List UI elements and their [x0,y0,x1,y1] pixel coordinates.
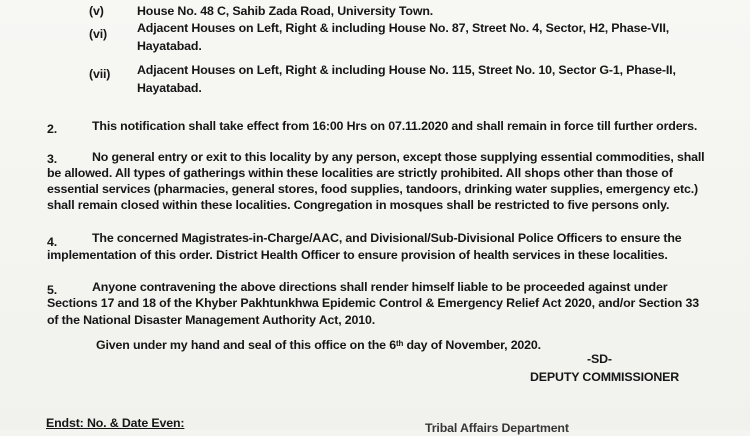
given-text-after: day of November, 2020. [403,338,541,352]
given-under-hand-line [96,338,541,353]
list-item-v: House No. 48 C, Sahib Zada Road, University Town. [137,4,434,18]
signature-title: DEPUTY COMMISSIONER [530,370,680,384]
given-day-suffix: th [395,339,404,348]
signature-sd: -SD- [587,352,612,366]
paragraph-5-line3: of the National Disaster Management Authority Act, 2010. [47,313,376,327]
list-item-vi-line1: Adjacent Houses on Left, Right & including House No. 87, Street No. 4, Sector, H2, Phase-VII, [137,21,670,35]
list-item-vii-line1: Adjacent Houses on Left, Right & including House No. 115, Street No. 10, Sector G-1, Phase-II, [137,63,676,77]
endorsement-partial-line: Tribal Affairs Department [425,421,569,435]
list-item-vii-line2: Hayatabad. [137,81,202,95]
paragraph-5-line2: Sections 17 and 18 of the Khyber Pakhtunkhwa Epidemic Control & Emergency Relief Act 2020, and/or Section 33 [47,296,699,310]
paragraph-2-number: 2. [47,122,58,136]
endorsement-label: Endst: No. & Date Even: [46,416,185,430]
given-text-before: Given under my hand and seal of this office on the 6 [96,338,396,352]
paragraph-3-line4: shall remain closed within these localities. Congregation in mosques shall be restricted to five persons only. [47,198,670,212]
paragraph-3-line1: No general entry or exit to this locality by any person, except those supplying essential commodities, shall [92,150,705,164]
list-number-vii: (vii) [89,67,111,81]
paragraph-3-line2: be allowed. All types of gatherings within these localities are strictly prohibited. All shops other than those of [47,166,673,180]
paragraph-4-line2: implementation of this order. District Health Officer to ensure provision of health services in these localities. [47,248,668,262]
paragraph-4-line1: The concerned Magistrates-in-Charge/AAC, and Divisional/Sub-Divisional Police Officers to ensure the [92,231,682,245]
paragraph-4-number: 4. [47,235,58,249]
paragraph-3-number: 3. [47,152,58,166]
paragraph-2-line1: This notification shall take effect from 16:00 Hrs on 07.11.2020 and shall remain in force till further orders. [92,119,698,133]
paragraph-3-line3: essential services (pharmacies, general stores, food supplies, tandoors, drinking water supplies, emergency etc.) [47,182,699,196]
list-number-vi: (vi) [89,27,107,41]
paragraph-5-line1: Anyone contravening the above directions shall render himself liable to be proceeded against under [92,280,668,294]
paragraph-5-number: 5. [47,283,58,297]
list-number-v: (v) [89,4,104,18]
list-item-vi-line2: Hayatabad. [137,39,202,53]
